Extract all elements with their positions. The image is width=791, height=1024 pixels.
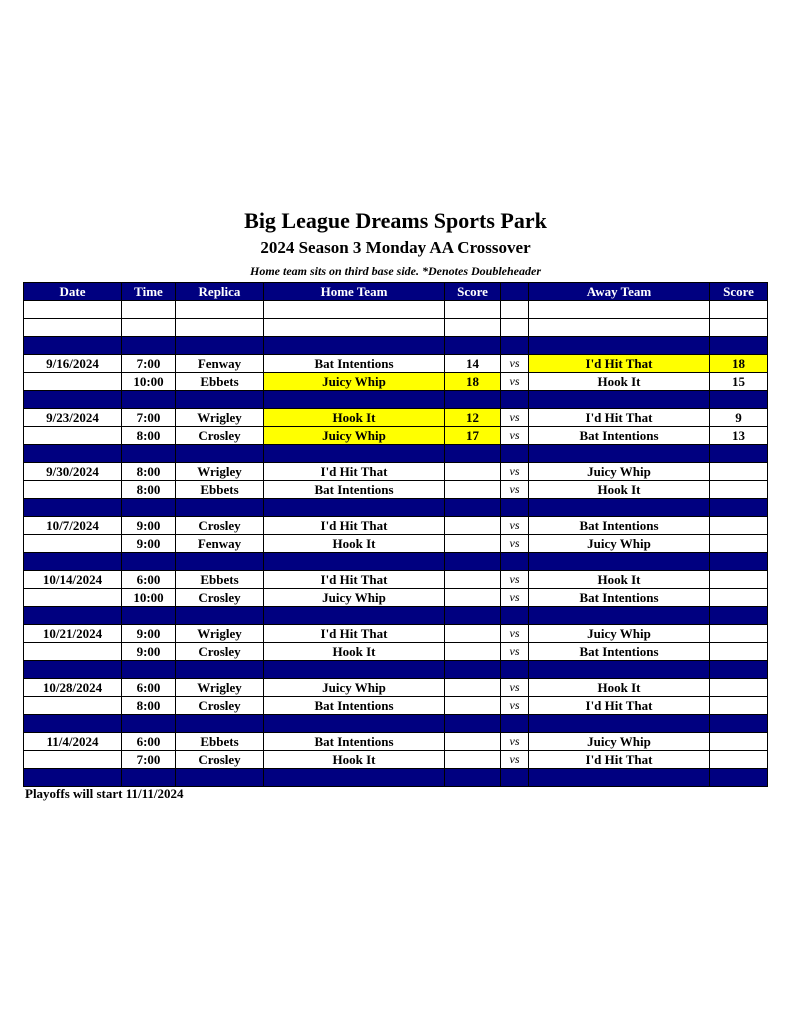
game-replica: Ebbets	[176, 481, 264, 499]
separator-cell	[445, 769, 501, 787]
home-team: Juicy Whip	[264, 589, 445, 607]
away-team: Hook It	[529, 373, 710, 391]
schedule-body	[24, 301, 768, 787]
game-row	[24, 571, 768, 589]
game-time: 7:00	[122, 751, 176, 769]
separator-cell	[501, 607, 529, 625]
away-score	[710, 679, 768, 697]
game-replica: Ebbets	[176, 373, 264, 391]
vs-label: vs	[501, 517, 529, 535]
home-score	[445, 517, 501, 535]
home-score	[445, 697, 501, 715]
game-date: 10/14/2024	[24, 571, 122, 589]
home-team: I'd Hit That	[264, 571, 445, 589]
game-row	[24, 589, 768, 607]
separator-cell	[710, 391, 768, 409]
game-row	[24, 643, 768, 661]
col-header-away-team: Away Team	[529, 283, 710, 301]
separator-cell	[529, 661, 710, 679]
game-time: 9:00	[122, 517, 176, 535]
separator-cell	[501, 553, 529, 571]
game-row	[24, 481, 768, 499]
home-team: Hook It	[264, 643, 445, 661]
separator-cell	[176, 499, 264, 517]
home-score	[445, 625, 501, 643]
game-time: 6:00	[122, 571, 176, 589]
page-note: Home team sits on third base side. *Denotes Doubleheader	[250, 264, 541, 278]
away-team: I'd Hit That	[529, 355, 710, 373]
away-score	[710, 463, 768, 481]
game-date	[24, 589, 122, 607]
separator-cell	[445, 337, 501, 355]
game-time: 9:00	[122, 535, 176, 553]
game-row	[24, 427, 768, 445]
vs-label: vs	[501, 373, 529, 391]
away-team: Bat Intentions	[529, 643, 710, 661]
separator-cell	[264, 607, 445, 625]
vs-label: vs	[501, 643, 529, 661]
game-time: 8:00	[122, 463, 176, 481]
separator-cell	[24, 553, 122, 571]
game-replica: Fenway	[176, 535, 264, 553]
col-header-replica: Replica	[176, 283, 264, 301]
game-date: 10/7/2024	[24, 517, 122, 535]
header-row	[24, 283, 768, 301]
game-replica: Ebbets	[176, 571, 264, 589]
home-team: Hook It	[264, 751, 445, 769]
separator-cell	[176, 553, 264, 571]
separator-cell	[445, 499, 501, 517]
home-score	[445, 535, 501, 553]
home-team: I'd Hit That	[264, 625, 445, 643]
game-replica: Crosley	[176, 517, 264, 535]
game-date: 9/16/2024	[24, 355, 122, 373]
game-date	[24, 535, 122, 553]
game-date	[24, 373, 122, 391]
home-team: Juicy Whip	[264, 679, 445, 697]
game-date	[24, 643, 122, 661]
home-team: Bat Intentions	[264, 733, 445, 751]
game-row	[24, 697, 768, 715]
away-score: 9	[710, 409, 768, 427]
game-time: 8:00	[122, 427, 176, 445]
separator-cell	[710, 445, 768, 463]
game-date	[24, 697, 122, 715]
away-score	[710, 481, 768, 499]
separator-cell	[710, 553, 768, 571]
separator-cell	[445, 661, 501, 679]
away-score	[710, 733, 768, 751]
separator-cell	[529, 499, 710, 517]
separator-cell	[122, 715, 176, 733]
vs-label: vs	[501, 571, 529, 589]
game-row	[24, 409, 768, 427]
separator-cell	[501, 445, 529, 463]
separator-cell	[529, 391, 710, 409]
game-time: 7:00	[122, 355, 176, 373]
game-date: 11/4/2024	[24, 733, 122, 751]
separator-cell	[176, 715, 264, 733]
away-score	[710, 697, 768, 715]
away-score	[710, 535, 768, 553]
game-time: 9:00	[122, 643, 176, 661]
vs-label: vs	[501, 535, 529, 553]
separator-cell	[501, 337, 529, 355]
away-score	[710, 643, 768, 661]
separator-cell	[529, 715, 710, 733]
vs-label: vs	[501, 409, 529, 427]
game-replica: Wrigley	[176, 409, 264, 427]
vs-label: vs	[501, 751, 529, 769]
away-score	[710, 589, 768, 607]
separator-cell	[122, 499, 176, 517]
game-row	[24, 463, 768, 481]
game-replica: Ebbets	[176, 733, 264, 751]
vs-label: vs	[501, 355, 529, 373]
game-time: 8:00	[122, 697, 176, 715]
separator-cell	[501, 769, 529, 787]
game-date: 10/21/2024	[24, 625, 122, 643]
away-team: I'd Hit That	[529, 409, 710, 427]
home-score: 18	[445, 373, 501, 391]
col-header-away-score: Score	[710, 283, 768, 301]
separator-cell	[501, 499, 529, 517]
separator-cell	[122, 445, 176, 463]
separator-cell	[176, 769, 264, 787]
home-score: 17	[445, 427, 501, 445]
game-row	[24, 373, 768, 391]
vs-label: vs	[501, 733, 529, 751]
separator-cell	[176, 445, 264, 463]
separator-cell	[24, 445, 122, 463]
separator-cell	[24, 499, 122, 517]
home-score	[445, 481, 501, 499]
col-header-home-score: Score	[445, 283, 501, 301]
separator-cell	[529, 553, 710, 571]
game-replica: Fenway	[176, 355, 264, 373]
separator-cell	[24, 337, 122, 355]
home-team: Juicy Whip	[264, 427, 445, 445]
away-team: Hook It	[529, 571, 710, 589]
game-time: 6:00	[122, 679, 176, 697]
home-team: Bat Intentions	[264, 481, 445, 499]
separator-row	[24, 661, 768, 679]
separator-cell	[264, 445, 445, 463]
away-score: 18	[710, 355, 768, 373]
col-header-vs	[501, 283, 529, 301]
game-replica: Crosley	[176, 643, 264, 661]
home-score	[445, 733, 501, 751]
game-date: 9/23/2024	[24, 409, 122, 427]
page-title: Big League Dreams Sports Park	[244, 208, 547, 233]
separator-cell	[264, 337, 445, 355]
home-score	[445, 643, 501, 661]
game-date	[24, 481, 122, 499]
col-header-date: Date	[24, 283, 122, 301]
game-time: 6:00	[122, 733, 176, 751]
away-team: Juicy Whip	[529, 733, 710, 751]
separator-cell	[501, 661, 529, 679]
separator-cell	[710, 715, 768, 733]
separator-cell	[122, 661, 176, 679]
game-row	[24, 679, 768, 697]
game-time: 10:00	[122, 589, 176, 607]
home-team: Hook It	[264, 409, 445, 427]
separator-cell	[122, 553, 176, 571]
away-team: I'd Hit That	[529, 697, 710, 715]
blank-row	[24, 319, 768, 337]
vs-label: vs	[501, 625, 529, 643]
separator-row	[24, 607, 768, 625]
vs-label: vs	[501, 697, 529, 715]
vs-label: vs	[501, 463, 529, 481]
game-date	[24, 751, 122, 769]
separator-cell	[264, 553, 445, 571]
game-time: 8:00	[122, 481, 176, 499]
separator-cell	[24, 607, 122, 625]
separator-row	[24, 391, 768, 409]
separator-cell	[264, 391, 445, 409]
separator-cell	[24, 769, 122, 787]
separator-row	[24, 553, 768, 571]
schedule-table	[23, 282, 768, 787]
home-team: Bat Intentions	[264, 355, 445, 373]
separator-row	[24, 445, 768, 463]
separator-cell	[529, 337, 710, 355]
separator-cell	[501, 715, 529, 733]
separator-row	[24, 499, 768, 517]
separator-cell	[710, 769, 768, 787]
separator-cell	[445, 553, 501, 571]
vs-label: vs	[501, 427, 529, 445]
separator-cell	[176, 391, 264, 409]
vs-label: vs	[501, 481, 529, 499]
game-row	[24, 625, 768, 643]
home-team: I'd Hit That	[264, 463, 445, 481]
separator-cell	[264, 715, 445, 733]
game-replica: Wrigley	[176, 463, 264, 481]
separator-cell	[264, 769, 445, 787]
separator-cell	[122, 769, 176, 787]
separator-cell	[529, 769, 710, 787]
game-row	[24, 751, 768, 769]
home-score	[445, 571, 501, 589]
away-team: Hook It	[529, 679, 710, 697]
separator-cell	[122, 391, 176, 409]
away-score	[710, 751, 768, 769]
separator-row	[24, 337, 768, 355]
separator-cell	[176, 661, 264, 679]
home-score	[445, 679, 501, 697]
separator-cell	[176, 337, 264, 355]
separator-cell	[24, 715, 122, 733]
home-score	[445, 589, 501, 607]
away-team: Juicy Whip	[529, 463, 710, 481]
away-score: 15	[710, 373, 768, 391]
separator-cell	[710, 499, 768, 517]
blank-row	[24, 301, 768, 319]
away-team: Bat Intentions	[529, 517, 710, 535]
away-team: I'd Hit That	[529, 751, 710, 769]
game-replica: Crosley	[176, 697, 264, 715]
separator-cell	[710, 607, 768, 625]
game-replica: Crosley	[176, 751, 264, 769]
away-team: Bat Intentions	[529, 427, 710, 445]
separator-cell	[710, 661, 768, 679]
away-score	[710, 625, 768, 643]
separator-cell	[501, 391, 529, 409]
separator-cell	[264, 661, 445, 679]
home-score: 14	[445, 355, 501, 373]
away-score	[710, 571, 768, 589]
away-score	[710, 517, 768, 535]
separator-cell	[445, 607, 501, 625]
game-time: 7:00	[122, 409, 176, 427]
vs-label: vs	[501, 589, 529, 607]
page-subtitle: 2024 Season 3 Monday AA Crossover	[260, 238, 531, 257]
game-replica: Wrigley	[176, 625, 264, 643]
away-team: Juicy Whip	[529, 625, 710, 643]
away-team: Hook It	[529, 481, 710, 499]
home-team: Juicy Whip	[264, 373, 445, 391]
home-team: Bat Intentions	[264, 697, 445, 715]
home-score: 12	[445, 409, 501, 427]
home-score	[445, 463, 501, 481]
playoffs-note: Playoffs will start 11/11/2024	[25, 786, 184, 801]
game-replica: Crosley	[176, 427, 264, 445]
separator-cell	[445, 715, 501, 733]
separator-cell	[24, 391, 122, 409]
game-time: 10:00	[122, 373, 176, 391]
separator-row	[24, 769, 768, 787]
separator-cell	[176, 607, 264, 625]
separator-row	[24, 715, 768, 733]
game-row	[24, 517, 768, 535]
separator-cell	[710, 337, 768, 355]
separator-cell	[122, 607, 176, 625]
game-date: 10/28/2024	[24, 679, 122, 697]
separator-cell	[529, 445, 710, 463]
game-date	[24, 427, 122, 445]
game-replica: Crosley	[176, 589, 264, 607]
separator-cell	[445, 445, 501, 463]
col-header-time: Time	[122, 283, 176, 301]
separator-cell	[445, 391, 501, 409]
home-team: Hook It	[264, 535, 445, 553]
away-score: 13	[710, 427, 768, 445]
game-row	[24, 733, 768, 751]
game-replica: Wrigley	[176, 679, 264, 697]
home-score	[445, 751, 501, 769]
game-row	[24, 535, 768, 553]
away-team: Juicy Whip	[529, 535, 710, 553]
separator-cell	[122, 337, 176, 355]
separator-cell	[264, 499, 445, 517]
away-team: Bat Intentions	[529, 589, 710, 607]
separator-cell	[529, 607, 710, 625]
vs-label: vs	[501, 679, 529, 697]
game-date: 9/30/2024	[24, 463, 122, 481]
separator-cell	[24, 661, 122, 679]
game-row	[24, 355, 768, 373]
home-team: I'd Hit That	[264, 517, 445, 535]
col-header-home-team: Home Team	[264, 283, 445, 301]
game-time: 9:00	[122, 625, 176, 643]
